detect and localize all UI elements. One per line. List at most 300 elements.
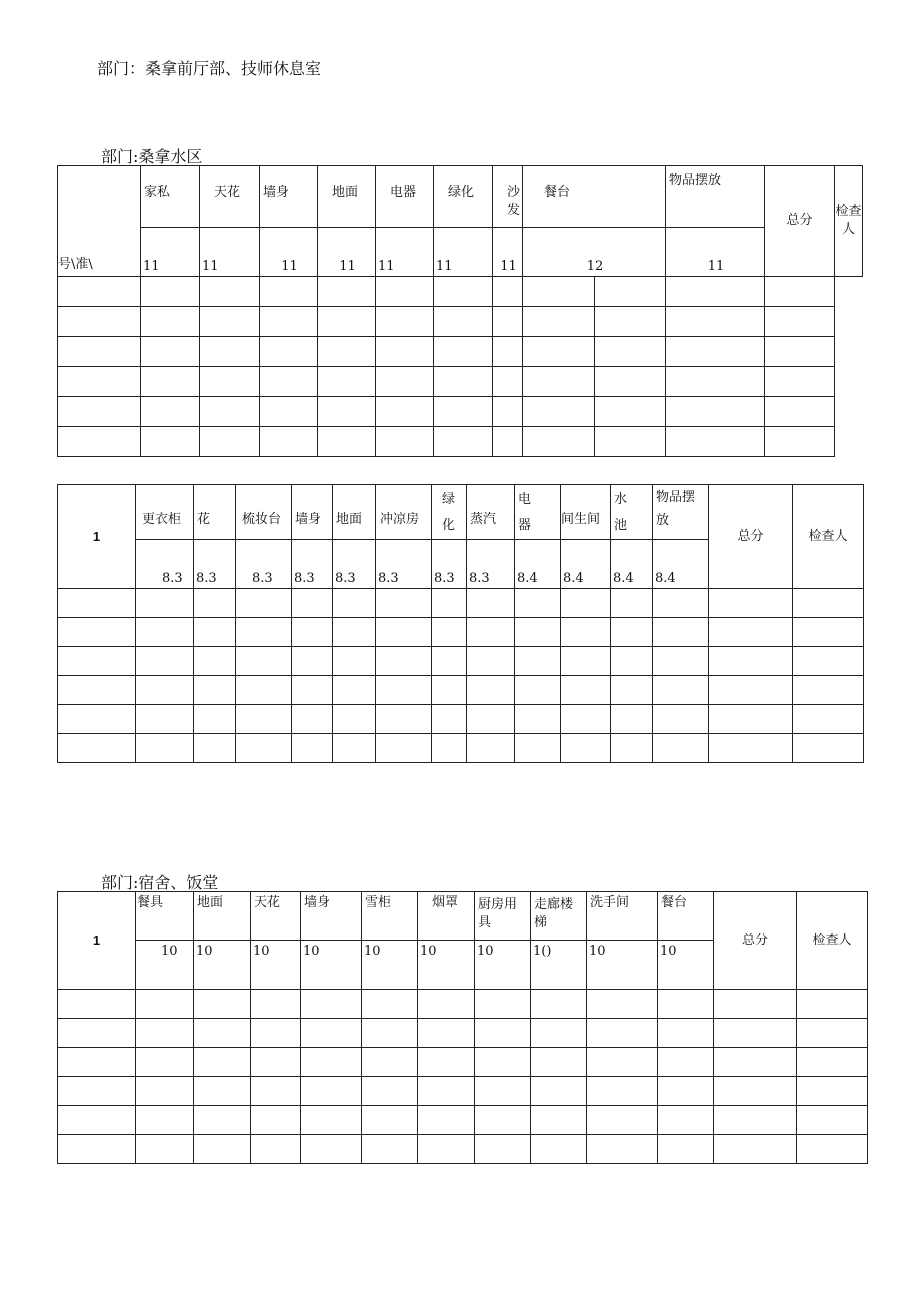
table1-entry-row: [58, 277, 863, 307]
table1-entry-cell[interactable]: [523, 367, 595, 397]
table3-entry-cell[interactable]: [136, 1019, 194, 1048]
table3-entry-cell[interactable]: [251, 1048, 301, 1077]
table3-header-cell: 墙身: [301, 892, 362, 941]
table2-header-cell: 梳妆台: [236, 485, 292, 540]
table2-score-cell: 8.3: [236, 540, 292, 589]
table2-entry-cell[interactable]: [561, 589, 611, 618]
table1-entry-cell[interactable]: [141, 337, 200, 367]
table1-score-cell: 11: [200, 228, 260, 277]
table2-entry-cell[interactable]: [236, 589, 292, 618]
table1-entry-cell[interactable]: [376, 427, 434, 457]
table2-entry-cell[interactable]: [515, 589, 561, 618]
table1-entry-cell[interactable]: [200, 367, 260, 397]
table1-entry-cell[interactable]: [523, 307, 595, 337]
table1-title: 部门:桑拿水区: [101, 147, 203, 166]
table1-entry-cell[interactable]: [200, 337, 260, 367]
table3-entry-cell[interactable]: [714, 1019, 797, 1048]
table3-entry-cell[interactable]: [301, 1135, 362, 1164]
table2-entry-cell[interactable]: [292, 705, 333, 734]
table3-entry-cell[interactable]: [587, 1077, 658, 1106]
table1-entry-cell[interactable]: [493, 277, 523, 307]
table1-entry-cell[interactable]: [58, 397, 141, 427]
table3-entry-cell[interactable]: [194, 1106, 251, 1135]
table2-entry-cell[interactable]: [136, 734, 194, 763]
table3-entry-cell[interactable]: [301, 1106, 362, 1135]
table3-entry-cell[interactable]: [58, 1048, 136, 1077]
table3-entry-cell[interactable]: [362, 1019, 418, 1048]
table1-entry-cell[interactable]: [523, 337, 595, 367]
table1-entry-row: [58, 307, 863, 337]
table3-entry-cell[interactable]: [194, 1019, 251, 1048]
table1-header-cell: 天花: [200, 166, 260, 228]
table2-entry-cell[interactable]: [333, 734, 376, 763]
table1-entry-cell[interactable]: [493, 427, 523, 457]
table2-entry-cell[interactable]: [653, 705, 709, 734]
table1-entry-cell[interactable]: [260, 337, 318, 367]
table3-entry-cell[interactable]: [194, 1048, 251, 1077]
table3-header-cell: 天花: [251, 892, 301, 941]
table2-entry-cell[interactable]: [515, 705, 561, 734]
table3-header-cell: 餐具: [136, 892, 194, 941]
table1-checker-header: 检查人: [835, 166, 863, 277]
table1-entry-cell[interactable]: [765, 397, 835, 427]
table2-entry-cell[interactable]: [333, 676, 376, 705]
table2-entry-cell[interactable]: [432, 705, 467, 734]
table1-entry-cell[interactable]: [595, 277, 666, 307]
table1-entry-cell[interactable]: [318, 277, 376, 307]
table2-entry-cell[interactable]: [653, 618, 709, 647]
table2-entry-cell[interactable]: [292, 647, 333, 676]
table1-entry-cell[interactable]: [200, 427, 260, 457]
table1-entry-row: [58, 397, 863, 427]
table1-entry-cell[interactable]: [493, 397, 523, 427]
table2-entry-cell[interactable]: [432, 618, 467, 647]
table1-entry-cell[interactable]: [376, 277, 434, 307]
table2-entry-cell[interactable]: [376, 618, 432, 647]
table3-entry-cell[interactable]: [531, 1019, 587, 1048]
table2-entry-cell[interactable]: [194, 676, 236, 705]
table2-entry-cell[interactable]: [515, 734, 561, 763]
table2-entry-cell[interactable]: [467, 705, 515, 734]
table1-total-header: 总分: [765, 166, 835, 277]
table3-entry-cell[interactable]: [194, 990, 251, 1019]
table3-entry-cell[interactable]: [418, 1077, 475, 1106]
table1-entry-cell[interactable]: [376, 337, 434, 367]
table1-entry-cell[interactable]: [58, 367, 141, 397]
table2-checker-header: 检查人: [793, 485, 864, 589]
table1-entry-cell[interactable]: [58, 307, 141, 337]
table2-entry-cell[interactable]: [376, 676, 432, 705]
table2-entry-cell[interactable]: [467, 589, 515, 618]
table1-entry-cell[interactable]: [666, 367, 765, 397]
table2-entry-cell[interactable]: [515, 618, 561, 647]
table1-entry-cell[interactable]: [765, 427, 835, 457]
table3-entry-cell[interactable]: [58, 990, 136, 1019]
table1-entry-cell[interactable]: [434, 397, 493, 427]
table1-entry-cell[interactable]: [595, 427, 666, 457]
table1-header-cell: 地面: [318, 166, 376, 228]
table3-entry-cell[interactable]: [658, 1106, 714, 1135]
table1-entry-cell[interactable]: [376, 397, 434, 427]
table2-entry-cell[interactable]: [467, 734, 515, 763]
table3-header-cell: 走廊楼梯: [531, 892, 587, 941]
table1-entry-cell[interactable]: [434, 277, 493, 307]
table3-entry-cell[interactable]: [475, 990, 531, 1019]
table1-entry-cell[interactable]: [493, 367, 523, 397]
table3-entry-cell[interactable]: [797, 1077, 868, 1106]
table3-entry-cell[interactable]: [658, 1048, 714, 1077]
table1-entry-cell[interactable]: [493, 337, 523, 367]
table1-entry-cell[interactable]: [595, 397, 666, 427]
table1-entry-cell[interactable]: [595, 367, 666, 397]
table2-entry-cell[interactable]: [236, 647, 292, 676]
table2-entry-cell[interactable]: [653, 647, 709, 676]
table2-score-cell: 8.4: [515, 540, 561, 589]
table3-entry-cell[interactable]: [251, 990, 301, 1019]
table3-entry-cell[interactable]: [194, 1135, 251, 1164]
table2-entry-cell[interactable]: [653, 589, 709, 618]
table3-entry-cell[interactable]: [587, 1135, 658, 1164]
table3-entry-cell[interactable]: [418, 1048, 475, 1077]
table3-entry-cell[interactable]: [797, 1048, 868, 1077]
table3-entry-cell[interactable]: [714, 1135, 797, 1164]
table3-entry-cell[interactable]: [136, 990, 194, 1019]
table1-entry-cell[interactable]: [434, 367, 493, 397]
table3-entry-row: [58, 1048, 868, 1077]
table3-entry-cell[interactable]: [251, 1106, 301, 1135]
table1-entry-cell[interactable]: [200, 307, 260, 337]
table3-entry-cell[interactable]: [418, 1135, 475, 1164]
table2-entry-cell[interactable]: [58, 618, 136, 647]
table1-header-cell: 餐台: [523, 166, 666, 228]
table2-entry-cell[interactable]: [194, 589, 236, 618]
table3-entry-cell[interactable]: [531, 1106, 587, 1135]
table1-entry-cell[interactable]: [765, 277, 835, 307]
table2-entry-cell[interactable]: [709, 589, 793, 618]
table1-entry-cell[interactable]: [58, 427, 141, 457]
table1-score-cell: 11: [260, 228, 318, 277]
table2-score-cell: 8.3: [292, 540, 333, 589]
table2-entry-cell[interactable]: [236, 734, 292, 763]
table2-entry-cell[interactable]: [709, 618, 793, 647]
table1-entry-cell[interactable]: [141, 307, 200, 337]
table2-entry-cell[interactable]: [709, 676, 793, 705]
table2-score-cell: 8.3: [376, 540, 432, 589]
table1-entry-cell[interactable]: [141, 277, 200, 307]
table3-entry-cell[interactable]: [194, 1077, 251, 1106]
table2-entry-row: [58, 734, 864, 763]
table2-entry-cell[interactable]: [793, 676, 864, 705]
table1-entry-cell[interactable]: [141, 397, 200, 427]
table1-entry-cell[interactable]: [523, 427, 595, 457]
table3-entry-cell[interactable]: [531, 990, 587, 1019]
table3-number-mark: 1: [58, 892, 136, 990]
table2-entry-cell[interactable]: [561, 647, 611, 676]
table2-entry-cell[interactable]: [292, 589, 333, 618]
table2-header-cell: 绿化: [432, 485, 467, 540]
table3-entry-cell[interactable]: [714, 990, 797, 1019]
table2-entry-cell[interactable]: [653, 734, 709, 763]
table1-entry-cell[interactable]: [58, 337, 141, 367]
table3-total-header: 总分: [714, 892, 797, 990]
table3-entry-cell[interactable]: [714, 1048, 797, 1077]
table3-entry-cell[interactable]: [136, 1135, 194, 1164]
table1-entry-cell[interactable]: [434, 337, 493, 367]
table2-entry-cell[interactable]: [376, 705, 432, 734]
table3-entry-cell[interactable]: [658, 990, 714, 1019]
table3-header-cell: 烟罩: [418, 892, 475, 941]
table2-entry-cell[interactable]: [376, 647, 432, 676]
table3-score-cell: 10: [362, 941, 418, 990]
table2-entry-cell[interactable]: [136, 589, 194, 618]
table1-corner-cell: 号\准\: [58, 166, 141, 277]
table2-entry-cell[interactable]: [194, 734, 236, 763]
table2-entry-cell[interactable]: [194, 647, 236, 676]
table2-entry-cell[interactable]: [793, 647, 864, 676]
table2-entry-cell[interactable]: [561, 618, 611, 647]
table1-entry-cell[interactable]: [260, 307, 318, 337]
table1-entry-cell[interactable]: [141, 427, 200, 457]
table3-entry-cell[interactable]: [362, 1106, 418, 1135]
table3-entry-cell[interactable]: [251, 1019, 301, 1048]
table3-entry-cell[interactable]: [658, 1077, 714, 1106]
table3-entry-cell[interactable]: [362, 1135, 418, 1164]
table1-entry-cell[interactable]: [595, 307, 666, 337]
table2-entry-cell[interactable]: [467, 647, 515, 676]
table1-entry-cell[interactable]: [58, 277, 141, 307]
table1-entry-cell[interactable]: [666, 427, 765, 457]
table2-entry-cell[interactable]: [515, 676, 561, 705]
table3-entry-cell[interactable]: [475, 1077, 531, 1106]
table3-header-cell: 地面: [194, 892, 251, 941]
table1-entry-cell[interactable]: [434, 427, 493, 457]
table2-entry-cell[interactable]: [709, 647, 793, 676]
table3-entry-cell[interactable]: [58, 1135, 136, 1164]
table2-entry-cell[interactable]: [292, 734, 333, 763]
table1-entry-cell[interactable]: [595, 337, 666, 367]
table2-entry-cell[interactable]: [611, 647, 653, 676]
table1-entry-cell[interactable]: [765, 337, 835, 367]
table3-entry-cell[interactable]: [362, 1048, 418, 1077]
table3-entry-cell[interactable]: [587, 990, 658, 1019]
table2-entry-cell[interactable]: [236, 705, 292, 734]
table3-entry-cell[interactable]: [251, 1077, 301, 1106]
table3-entry-cell[interactable]: [797, 1019, 868, 1048]
table1-entry-cell[interactable]: [493, 307, 523, 337]
table2-entry-cell[interactable]: [793, 734, 864, 763]
table2-entry-cell[interactable]: [194, 618, 236, 647]
table1-entry-cell[interactable]: [318, 307, 376, 337]
table3-entry-cell[interactable]: [301, 1048, 362, 1077]
table1-score-cell: 11: [376, 228, 434, 277]
table2-entry-cell[interactable]: [333, 647, 376, 676]
table2-entry-cell[interactable]: [194, 705, 236, 734]
table2-entry-cell[interactable]: [561, 676, 611, 705]
table2-entry-cell[interactable]: [376, 734, 432, 763]
table2-entry-cell[interactable]: [793, 618, 864, 647]
table1-entry-cell[interactable]: [434, 307, 493, 337]
table2-entry-cell[interactable]: [58, 676, 136, 705]
table3-entry-cell[interactable]: [251, 1135, 301, 1164]
table2-score-cell: 8.3: [136, 540, 194, 589]
table2-header-cell: 物品摆放: [653, 485, 709, 540]
table2-entry-cell[interactable]: [653, 676, 709, 705]
table3-entry-cell[interactable]: [531, 1048, 587, 1077]
table1-entry-cell[interactable]: [666, 397, 765, 427]
table2-entry-cell[interactable]: [432, 647, 467, 676]
table2-entry-cell[interactable]: [709, 705, 793, 734]
table2-entry-cell[interactable]: [136, 647, 194, 676]
table1-header-cell: 沙发: [493, 166, 523, 228]
table1-entry-cell[interactable]: [200, 397, 260, 427]
table1-score-cell: 11: [318, 228, 376, 277]
table1-score-cell: 11: [493, 228, 523, 277]
table2-score-cell: 8.4: [653, 540, 709, 589]
table2-entry-cell[interactable]: [561, 705, 611, 734]
table2-entry-cell[interactable]: [58, 647, 136, 676]
table3-entry-cell[interactable]: [797, 1106, 868, 1135]
table2-entry-cell[interactable]: [58, 705, 136, 734]
table3-entry-cell[interactable]: [658, 1019, 714, 1048]
table3-entry-row: [58, 1077, 868, 1106]
table1-entry-cell[interactable]: [260, 367, 318, 397]
table3-entry-cell[interactable]: [475, 1019, 531, 1048]
table3-entry-cell[interactable]: [418, 1019, 475, 1048]
table2-entry-cell[interactable]: [236, 676, 292, 705]
table1-entry-cell[interactable]: [260, 427, 318, 457]
table2-entry-cell[interactable]: [611, 676, 653, 705]
table2-header-cell: 电器: [515, 485, 561, 540]
table2-entry-cell[interactable]: [236, 618, 292, 647]
table1-header-cell: 绿化: [434, 166, 493, 228]
table3-entry-cell[interactable]: [531, 1077, 587, 1106]
table2-entry-row: [58, 589, 864, 618]
table2-entry-cell[interactable]: [136, 705, 194, 734]
table1-entry-cell[interactable]: [376, 367, 434, 397]
table3-entry-cell[interactable]: [587, 1019, 658, 1048]
table1-entry-cell[interactable]: [318, 397, 376, 427]
table3-score-cell: 1(): [531, 941, 587, 990]
table3-entry-cell[interactable]: [587, 1106, 658, 1135]
table1-entry-cell[interactable]: [666, 277, 765, 307]
table2-entry-cell[interactable]: [136, 618, 194, 647]
table2-entry-cell[interactable]: [432, 589, 467, 618]
table3-entry-cell[interactable]: [418, 990, 475, 1019]
table2-entry-cell[interactable]: [467, 676, 515, 705]
table3-entry-cell[interactable]: [362, 990, 418, 1019]
table2-sauna-changing-area: [57, 484, 864, 763]
table3-entry-cell[interactable]: [136, 1106, 194, 1135]
table1-entry-cell[interactable]: [523, 277, 595, 307]
table3-score-cell: 10: [587, 941, 658, 990]
table2-entry-cell[interactable]: [292, 676, 333, 705]
table1-entry-cell[interactable]: [666, 307, 765, 337]
table3-entry-cell[interactable]: [362, 1077, 418, 1106]
table2-entry-cell[interactable]: [333, 705, 376, 734]
table3-entry-cell[interactable]: [714, 1106, 797, 1135]
table2-entry-cell[interactable]: [58, 734, 136, 763]
table3-entry-cell[interactable]: [58, 1077, 136, 1106]
table2-entry-cell[interactable]: [58, 589, 136, 618]
table2-score-cell: 8.3: [194, 540, 236, 589]
table2-score-cell: 8.3: [333, 540, 376, 589]
table3-entry-cell[interactable]: [475, 1135, 531, 1164]
table1-entry-cell[interactable]: [376, 307, 434, 337]
table3-entry-cell[interactable]: [58, 1106, 136, 1135]
table3-entry-cell[interactable]: [475, 1106, 531, 1135]
table3-score-cell: 10: [251, 941, 301, 990]
table2-entry-cell[interactable]: [376, 589, 432, 618]
table1-entry-row: [58, 427, 863, 457]
table3-score-cell: 10: [418, 941, 475, 990]
table1-entry-cell[interactable]: [318, 337, 376, 367]
table1-entry-cell[interactable]: [260, 397, 318, 427]
table2-score-cell: 8.3: [467, 540, 515, 589]
table3-entry-cell[interactable]: [301, 1019, 362, 1048]
table3-entry-cell[interactable]: [301, 1077, 362, 1106]
table1-entry-cell[interactable]: [318, 427, 376, 457]
table3-entry-cell[interactable]: [475, 1048, 531, 1077]
table1-entry-cell[interactable]: [141, 367, 200, 397]
table2-entry-cell[interactable]: [793, 705, 864, 734]
table3-entry-cell[interactable]: [418, 1106, 475, 1135]
table1-entry-cell[interactable]: [200, 277, 260, 307]
table2-header-cell: 地面: [333, 485, 376, 540]
table2-header-cell: 间生间: [561, 485, 611, 540]
table3-header-cell: 厨房用具: [475, 892, 531, 941]
table2-entry-cell[interactable]: [793, 589, 864, 618]
table2-total-header: 总分: [709, 485, 793, 589]
table2-header-cell: 蒸汽: [467, 485, 515, 540]
table2-entry-cell[interactable]: [611, 618, 653, 647]
table3-entry-cell[interactable]: [136, 1048, 194, 1077]
table2-entry-cell[interactable]: [709, 734, 793, 763]
table3-score-cell: 10: [136, 941, 194, 990]
table1-entry-cell[interactable]: [765, 367, 835, 397]
table1-entry-cell[interactable]: [666, 337, 765, 367]
table3-entry-cell[interactable]: [58, 1019, 136, 1048]
table2-entry-cell[interactable]: [611, 734, 653, 763]
table3-entry-cell[interactable]: [797, 1135, 868, 1164]
table3-entry-cell[interactable]: [587, 1048, 658, 1077]
table2-entry-cell[interactable]: [561, 734, 611, 763]
table2-entry-cell[interactable]: [432, 734, 467, 763]
table2-entry-cell[interactable]: [136, 676, 194, 705]
table1-entry-cell[interactable]: [523, 397, 595, 427]
table2-entry-cell[interactable]: [515, 647, 561, 676]
table3-entry-cell[interactable]: [136, 1077, 194, 1106]
table3-entry-cell[interactable]: [658, 1135, 714, 1164]
table2-entry-row: [58, 618, 864, 647]
table3-entry-cell[interactable]: [714, 1077, 797, 1106]
table1-entry-cell[interactable]: [260, 277, 318, 307]
table3-entry-cell[interactable]: [531, 1135, 587, 1164]
table3-header-cell: 餐台: [658, 892, 714, 941]
table3-entry-cell[interactable]: [797, 990, 868, 1019]
table2-entry-cell[interactable]: [333, 589, 376, 618]
table2-entry-cell[interactable]: [467, 618, 515, 647]
table1-entry-cell[interactable]: [318, 367, 376, 397]
table2-entry-cell[interactable]: [292, 618, 333, 647]
table2-entry-cell[interactable]: [611, 589, 653, 618]
table3-entry-cell[interactable]: [301, 990, 362, 1019]
table2-entry-cell[interactable]: [432, 676, 467, 705]
table2-entry-cell[interactable]: [611, 705, 653, 734]
table2-entry-cell[interactable]: [333, 618, 376, 647]
table1-entry-cell[interactable]: [765, 307, 835, 337]
table2-score-cell: 8.4: [561, 540, 611, 589]
table2-header-cell: 更衣柜: [136, 485, 194, 540]
